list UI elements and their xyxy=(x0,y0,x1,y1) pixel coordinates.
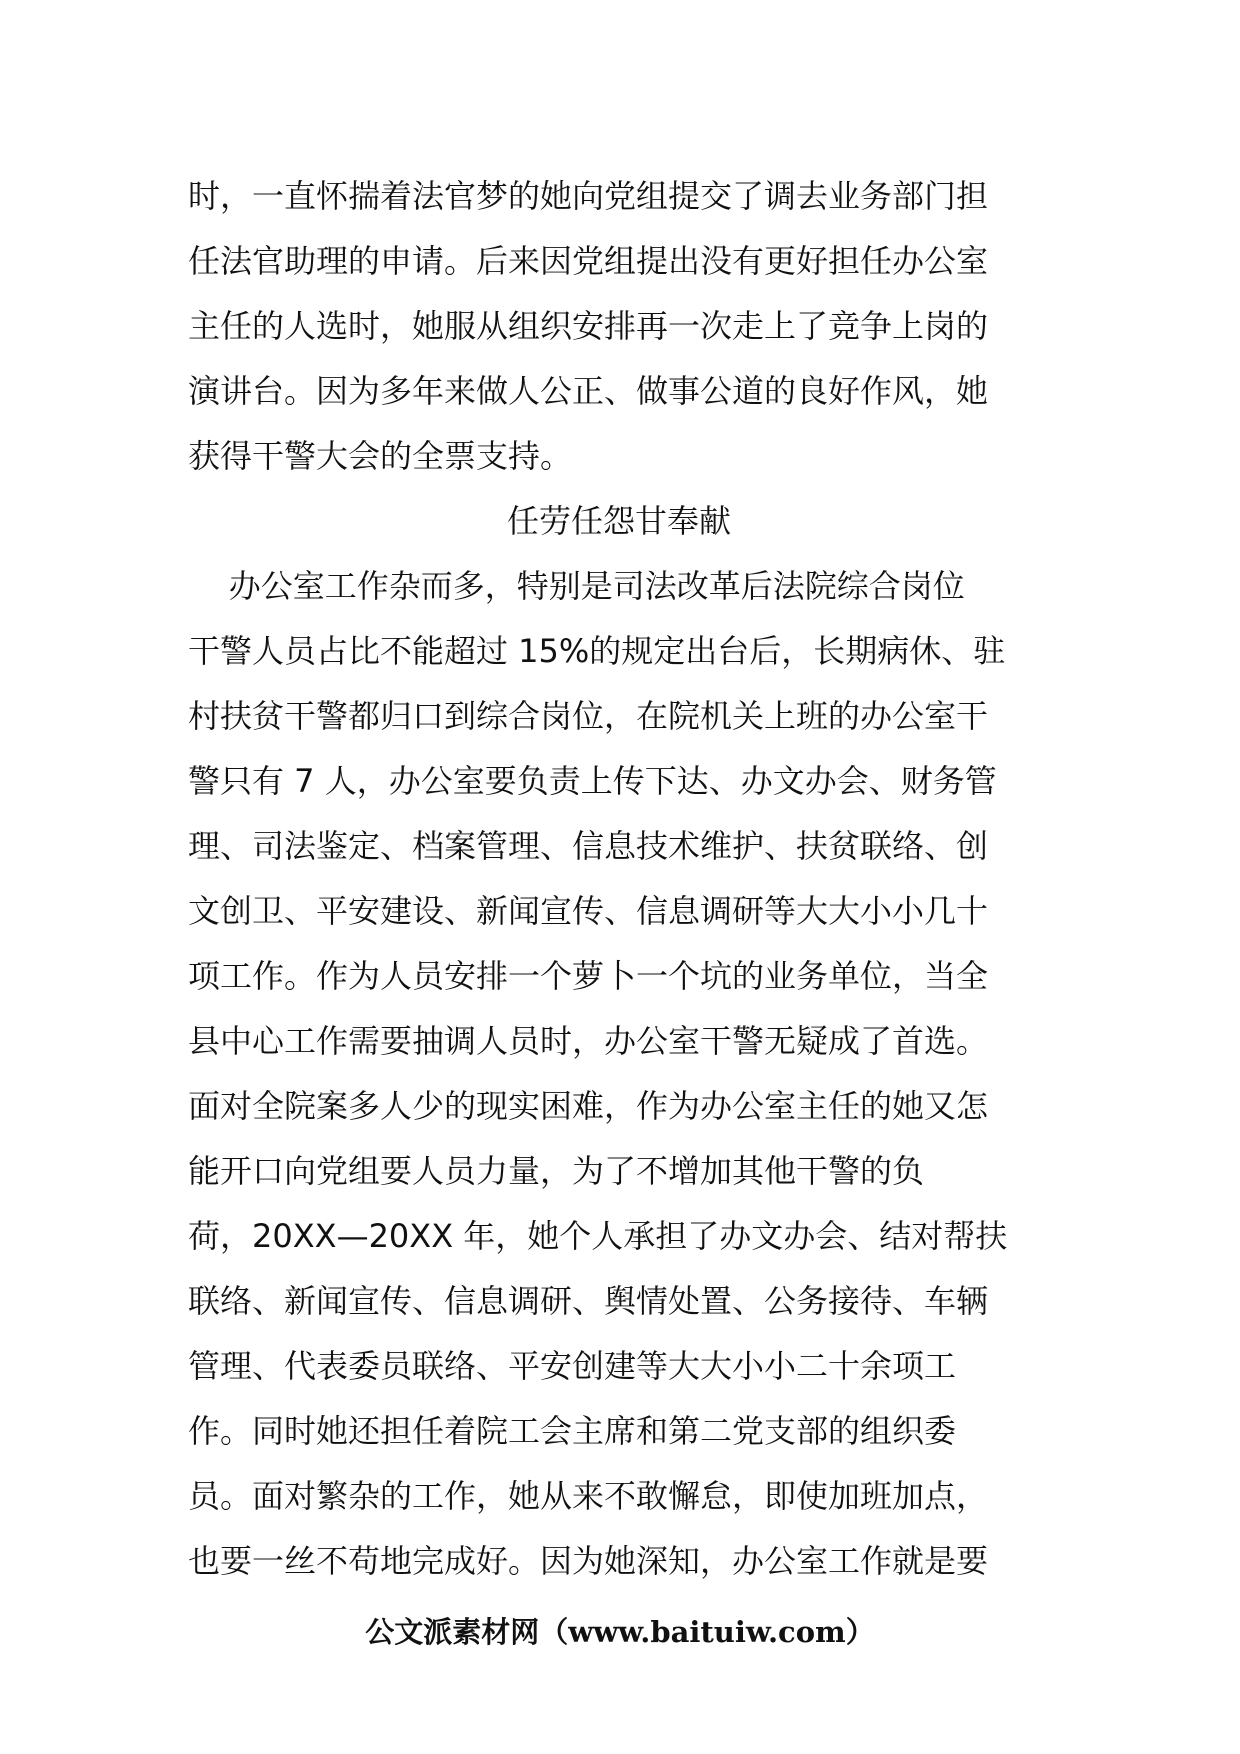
text-line: 理、司法鉴定、档案管理、信息技术维护、扶贫联络、创 xyxy=(188,827,989,865)
text-line: 演讲台。因为多年来做人公正、做事公道的良好作风，她 xyxy=(188,372,989,410)
text-line: 项工作。作为人员安排一个萝卜一个坑的业务单位，当全 xyxy=(188,957,989,995)
text-line: 也要一丝不苟地完成好。因为她深知，办公室工作就是要 xyxy=(188,1542,989,1580)
text-line: 荷，20XX—20XX 年，她个人承担了办文办会、结对帮扶 xyxy=(188,1217,1008,1255)
text-line: 任法官助理的申请。后来因党组提出没有更好担任办公室 xyxy=(188,242,989,280)
text-line: 联络、新闻宣传、信息调研、舆情处置、公务接待、车辆 xyxy=(188,1282,989,1320)
text-line: 面对全院案多人少的现实困难，作为办公室主任的她又怎 xyxy=(188,1087,989,1125)
text-line: 获得干警大会的全票支持。 xyxy=(188,437,573,475)
body-text xyxy=(188,164,1058,1594)
text-line: 办公室工作杂而多，特别是司法改革后法院综合岗位 xyxy=(188,567,965,605)
section-heading: 任劳任怨甘奉献 xyxy=(506,502,731,540)
text-line: 文创卫、平安建设、新闻宣传、信息调研等大大小小几十 xyxy=(188,892,989,930)
text-line: 能开口向党组要人员力量，为了不增加其他干警的负 xyxy=(188,1152,925,1190)
text-line: 主任的人选时，她服从组织安排再一次走上了竞争上岗的 xyxy=(188,307,989,345)
text-line: 警只有 7 人，办公室要负责上传下达、办文办会、财务管 xyxy=(188,762,997,800)
footer-watermark: 公文派素材网（www.baituiw.com） xyxy=(365,1615,875,1649)
text-line: 村扶贫干警都归口到综合岗位，在院机关上班的办公室干 xyxy=(188,697,989,735)
paragraph-main xyxy=(188,554,1058,1594)
text-line: 时，一直怀揣着法官梦的她向党组提交了调去业务部门担 xyxy=(188,177,989,215)
text-line: 县中心工作需要抽调人员时，办公室干警无疑成了首选。 xyxy=(188,1022,989,1060)
text-line: 管理、代表委员联络、平安创建等大大小小二十余项工 xyxy=(188,1347,957,1385)
paragraph-continuation xyxy=(188,164,1058,489)
text-line: 员。面对繁杂的工作，她从来不敢懈怠，即使加班加点， xyxy=(188,1477,989,1515)
text-line: 干警人员占比不能超过 15%的规定出台后，长期病休、驻 xyxy=(188,632,1006,670)
text-line: 作。同时她还担任着院工会主席和第二党支部的组织委 xyxy=(188,1412,957,1450)
